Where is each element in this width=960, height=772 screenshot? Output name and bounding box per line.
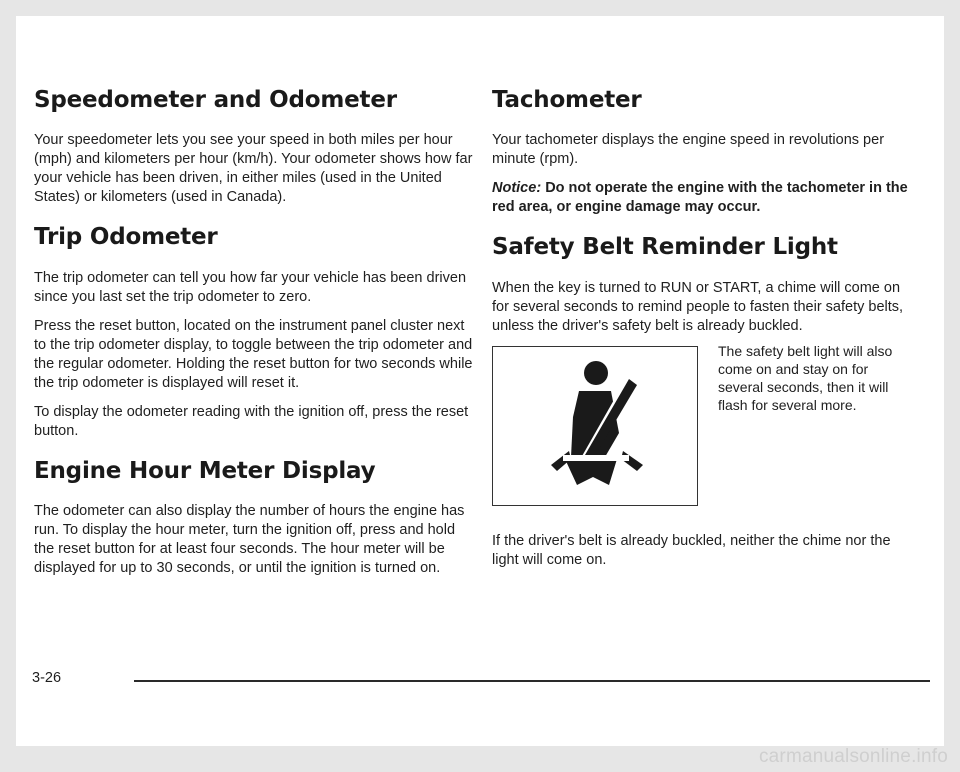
trip-odometer-p2: Press the reset button, located on the instrument panel cluster next to the trip odometer display, to toggle between the trip odometer and the regular odometer. Holding the reset button for two seconds while the trip odometer is displayed will reset it.	[34, 317, 473, 391]
watermark: carmanualsonline.info	[758, 746, 948, 767]
tachometer-body: Your tachometer displays the engine speed in revolutions per minute (rpm).	[492, 132, 885, 168]
trip-odometer-p1: The trip odometer can tell you how far your vehicle has been driven since you last set the trip odometer to zero.	[34, 269, 467, 305]
engine-hour-body: The odometer can also display the number of hours the engine has run. To display the hour meter, turn the ignition off, press and hold the reset button for at least four seconds. The hour meter will be displayed for up to 30 seconds, or until the ignition is turned on.	[34, 502, 465, 576]
manual-page	[16, 16, 944, 746]
safety-belt-icon	[493, 347, 696, 504]
safety-belt-body: When the key is turned to RUN or START, a chime will come on for several seconds to remind people to fasten their safety belts, unless the driver's safety belt is already buckled.	[492, 279, 904, 334]
notice-text: Do not operate the engine with the tachometer in the red area, or engine damage may occur.	[492, 180, 908, 216]
safety-belt-light-text: The safety belt light will also come on and stay on for several seconds, then it will flash for several more.	[718, 342, 893, 413]
right-column	[492, 88, 912, 580]
safety-belt-icon-box	[492, 346, 698, 506]
footer-rule	[134, 680, 930, 682]
safety-belt-final: If the driver's belt is already buckled, neither the chime nor the light will come on.	[492, 532, 891, 568]
safety-belt-light-text-block	[718, 342, 898, 506]
page-number: 3-26	[32, 670, 62, 686]
tachometer-heading: Tachometer	[492, 87, 642, 113]
trip-odometer-p3: To display the odometer reading with the ignition off, press the reset button.	[34, 403, 469, 439]
safety-belt-figure-row	[492, 342, 912, 506]
notice-label: Notice:	[492, 180, 542, 197]
speedometer-body: Your speedometer lets you see your speed in both miles per hour (mph) and kilometers per hour (km/h). Your odometer shows how far your vehicle has been driven, in either miles (used in the United States) or kilometers (used in Canada).	[34, 132, 473, 206]
engine-hour-heading: Engine Hour Meter Display	[34, 457, 376, 484]
left-column	[34, 88, 474, 588]
trip-odometer-heading: Trip Odometer	[34, 224, 218, 251]
safety-belt-heading: Safety Belt Reminder Light	[492, 234, 838, 261]
tachometer-notice	[492, 179, 912, 217]
speedometer-heading: Speedometer and Odometer	[34, 87, 397, 113]
